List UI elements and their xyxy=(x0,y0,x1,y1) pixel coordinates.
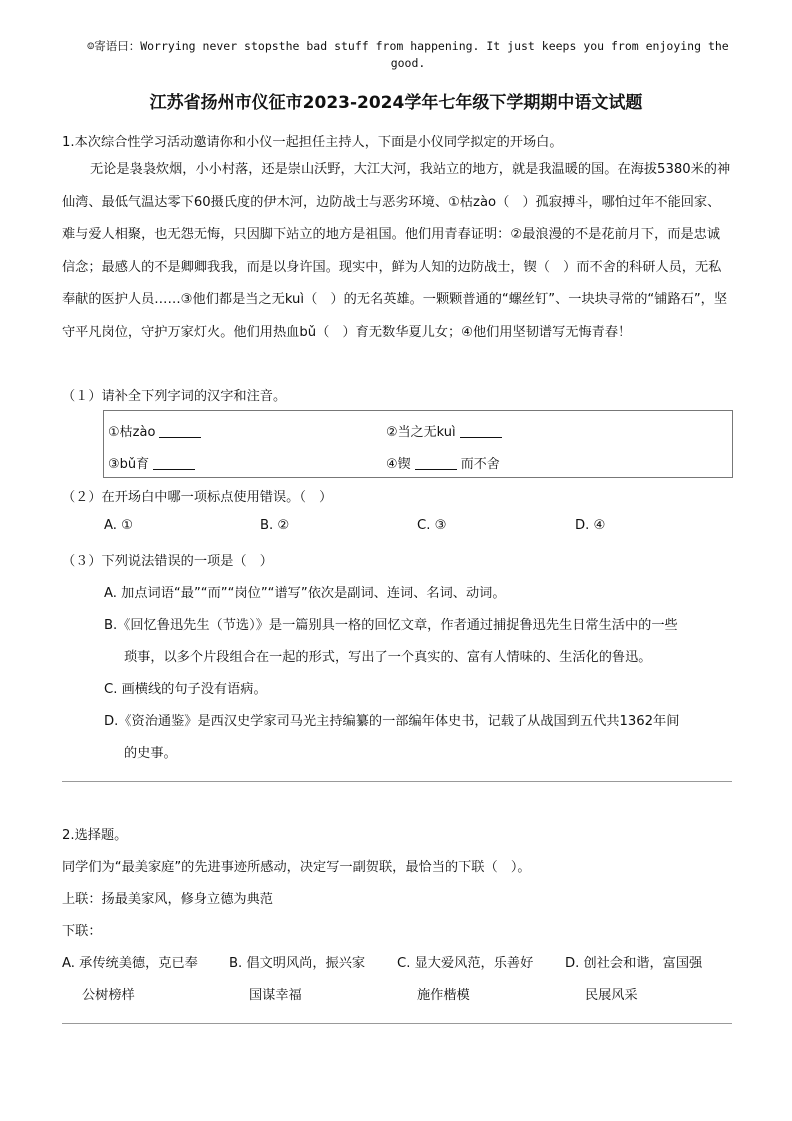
q2-option-b[interactable]: B. 倡文明风尚，振兴家 xyxy=(229,956,366,971)
answer-blank[interactable] xyxy=(460,425,502,438)
blank-item-4 xyxy=(386,453,500,472)
blank-item-3-label: ③bǔ育 xyxy=(108,457,150,472)
sub2-option-a[interactable]: A. ① xyxy=(104,518,133,533)
q1-passage: 无论是袅袅炊烟，小小村落，还是崇山沃野，大江大河，我站立的地方，就是我温暖的国。在海拔5380米的神仙湾、最低气温达零下60摄氏度的伊木河，边防战士与恶劣环境、①枯zào（ ）孤寂搏斗，哪怕过年不能回家、难与爱人相聚，也无怨无悔，只因脚下站立的地方是祖国。他们用青春证明：②最浪漫的不是花前月下，而是忠诚信念；最感人的不是卿卿我我，而是以身许国。现实中，鲜为人知的边防战士，锲（ ）而不舍的科研人员，无私奉献的医护人员……③他们都是当之无kuì（ ）的无名英雄。一颗颗普通的“螺丝钉”、一块块寻常的“铺路石”，坚守平凡岗位，守护万家灯火。他们用热血bǔ（ ）育无数华夏儿女；④他们用坚韧谱写无悔青春！ xyxy=(62,162,731,340)
q2-line-1: 同学们为“最美家庭”的先进事迹所感动，决定写一副贺联，最恰当的下联（ ）。 xyxy=(62,860,531,875)
q2-lower-label: 下联： xyxy=(62,924,102,939)
sub2-option-b[interactable]: B. ② xyxy=(260,518,290,533)
page-title: 江苏省扬州市仪征市2023-2024学年七年级下学期期中语文试题 xyxy=(149,93,643,113)
q1-sub2: （２）在开场白中哪一项标点使用错误。（ ） xyxy=(62,490,333,505)
q2-option-a-cont: 公树榜样 xyxy=(82,988,135,1003)
q2-stem: 2.选择题。 xyxy=(62,828,128,843)
q2-option-a[interactable]: A. 承传统美德，克已奉 xyxy=(62,956,198,971)
q2-option-d-cont: 民展风采 xyxy=(585,988,638,1003)
answer-blank[interactable] xyxy=(159,425,201,438)
q2-option-b-cont: 国谋幸福 xyxy=(249,988,302,1003)
answer-blank[interactable] xyxy=(153,457,195,470)
sub2-option-d[interactable]: D. ④ xyxy=(575,518,606,533)
q1-stem: 1.本次综合性学习活动邀请你和小仪一起担任主持人，下面是小仪同学拟定的开场白。 xyxy=(62,135,563,150)
sub3-option-a[interactable]: A. 加点词语“最”“而”“岗位”“谱写”依次是副词、连词、名词、动词。 xyxy=(104,586,506,601)
q2-option-d[interactable]: D. 创社会和谐，富国强 xyxy=(565,956,703,971)
sub3-option-c[interactable]: C. 画横线的句子没有语病。 xyxy=(104,682,267,697)
q2-option-c[interactable]: C. 显大爱风范，乐善好 xyxy=(397,956,534,971)
section-divider-bottom xyxy=(62,1023,732,1024)
blank-item-1-label: ①枯zào xyxy=(108,425,156,440)
q2-upper-couplet: 上联：扬最美家风，修身立德为典范 xyxy=(62,892,273,907)
blank-item-3 xyxy=(108,453,195,472)
sub3-option-d[interactable]: D.《资治通鉴》是西汉史学家司马光主持编纂的一部编年体史书，记载了从战国到五代共1362年间 xyxy=(104,714,680,729)
blank-item-2-label: ②当之无kuì xyxy=(386,425,456,440)
sub3-option-b[interactable]: B.《回忆鲁迅先生（节选）》是一篇别具一格的回忆文章，作者通过捕捉鲁迅先生日常生活中的一些 xyxy=(104,618,678,633)
fill-in-box xyxy=(103,410,733,478)
motto-line-2: good. xyxy=(390,56,426,70)
motto-header xyxy=(48,38,768,72)
sub3-option-b-cont: 琐事，以多个片段组合在一起的形式，写出了一个真实的、富有人情味的、生活化的鲁迅。 xyxy=(124,650,652,665)
blank-item-4-suffix: 而不舍 xyxy=(460,457,500,472)
motto-line-1: ☺寄语曰：Worrying never stopsthe bad stuff from happening. It just keeps you from enjoying the xyxy=(87,39,729,53)
answer-blank[interactable] xyxy=(415,457,457,470)
blank-item-4-label: ④锲 xyxy=(386,457,411,472)
q1-sub1: （１）请补全下列字词的汉字和注音。 xyxy=(62,389,287,404)
section-divider xyxy=(62,781,732,782)
q2-option-c-cont: 施作楷模 xyxy=(417,988,470,1003)
blank-item-2 xyxy=(386,421,502,440)
q1-sub3: （３）下列说法错误的一项是（ ） xyxy=(62,554,273,569)
sub3-option-d-cont: 的史事。 xyxy=(124,746,177,761)
blank-item-1 xyxy=(108,421,201,440)
sub2-option-c[interactable]: C. ③ xyxy=(417,518,447,533)
